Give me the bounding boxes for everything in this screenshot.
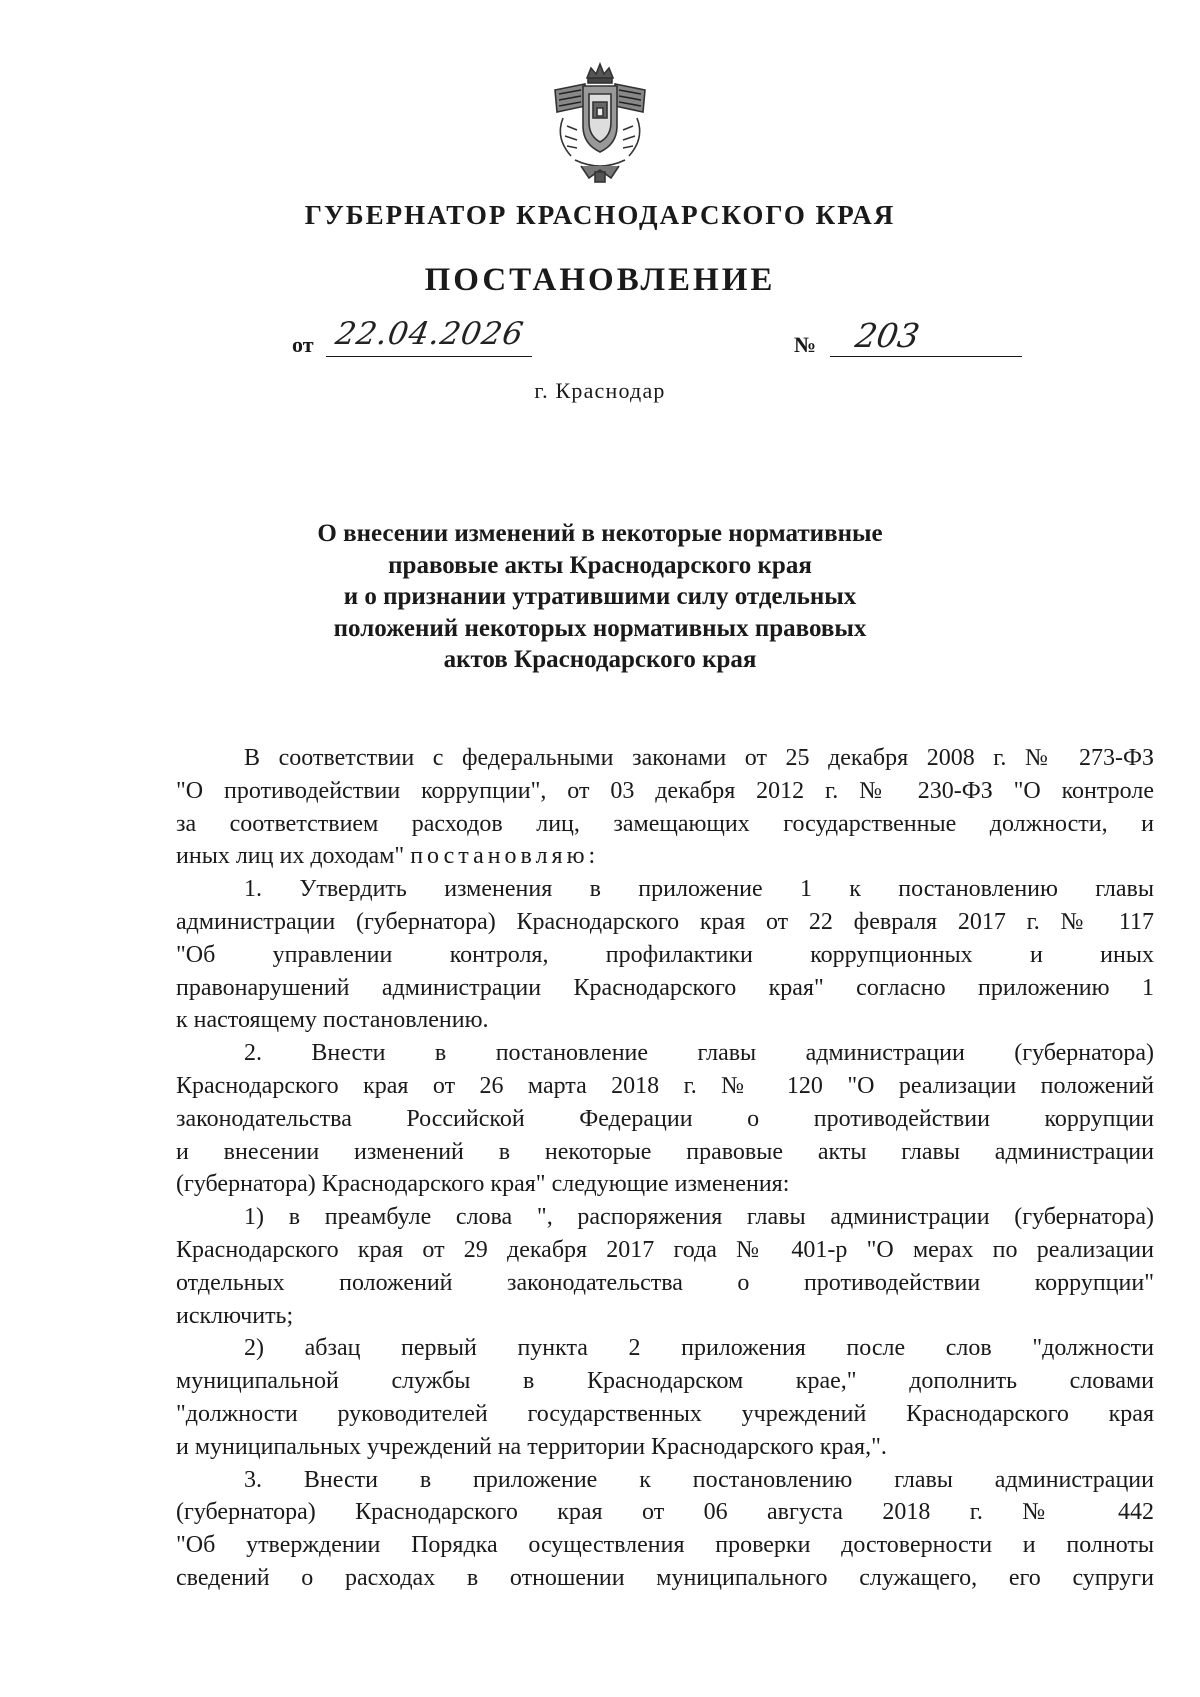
title-line: положений некоторых нормативных правовых [333,614,867,642]
body-line: 1) в преамбуле слова ", распоряжения главы администрации (губернатора) [244,1204,1154,1231]
krasnodar-coat-of-arms-icon [545,60,655,188]
body-line: за соответствием расходов лиц, замещающих государственные должности, и [176,810,1154,837]
body-line: законодательства Российской Федерации о противодействии коррупции [176,1105,1154,1132]
title-line: и о признании утратившими силу отдельных [343,583,857,610]
body-line: "Об управлении контроля, профилактики коррупционных и иных [176,941,1154,968]
number-prefix: № [794,332,817,357]
handwritten-number: 203 [852,316,923,355]
body-line: 1. Утвердить изменения в приложение 1 к постановлению главы [244,876,1154,903]
preamble-tail: иных лиц их доходам" [176,843,405,870]
body-line: к настоящему постановлению. [176,1007,489,1034]
body-line: (губернатора) Краснодарского края от 06 августа 2018 г. № 442 [176,1499,1154,1526]
date-number-line [292,316,1052,364]
title-line: актов Краснодарского края [443,646,757,673]
body-line: Краснодарского края от 29 декабря 2017 года № 401-р "О мерах по реализации [176,1236,1154,1263]
body-line: В соответствии с федеральными законами от 25 декабря 2008 г. № 273-ФЗ [244,745,1154,771]
document-title [180,518,1020,676]
date-prefix: от [292,332,314,357]
body-line: (губернатора) Краснодарского края" следующие изменения: [176,1171,790,1198]
city: г. Краснодар [534,378,666,403]
body-line: "Об утверждении Порядка осуществления проверки достоверности и полноты [176,1532,1154,1559]
body-line: муниципальной службы в Краснодарском крае," дополнить словами [176,1368,1154,1395]
title-line: О внесении изменений в некоторые нормативные [317,520,883,547]
handwritten-date: 22.04.2026 [332,316,527,352]
body-line: правонарушений администрации Краснодарского края" согласно приложению 1 [176,974,1154,1001]
body-line: и муниципальных учреждений на территории Краснодарского края,". [176,1433,887,1460]
body-line: 2) абзац первый пункта 2 приложения после слов "должности [244,1335,1154,1362]
body-line: 2. Внести в постановление главы администрации (губернатора) [244,1040,1154,1067]
number-field [830,316,1022,357]
title-line: правовые акты Краснодарского края [388,551,812,579]
body-line [176,840,1154,873]
document-body [176,742,1154,1595]
issuing-authority: ГУБЕРНАТОР КРАСНОДАРСКОГО КРАЯ [304,200,896,230]
body-line: отдельных положений законодательства о противодействии коррупции" [176,1269,1154,1296]
body-line: "должности руководителей государственных учреждений Краснодарского края [176,1400,1154,1427]
date-field [326,316,532,357]
document-type: ПОСТАНОВЛЕНИЕ [424,262,776,298]
body-line: администрации (губернатора) Краснодарского края от 22 февраля 2017 г. № 117 [176,908,1154,935]
body-line: "О противодействии коррупции", от 03 декабря 2012 г. № 230-ФЗ "О контроле [176,777,1154,804]
decree-word: постановляю: [410,843,600,870]
body-line: Краснодарского края от 26 марта 2018 г. № 120 "О реализации положений [176,1072,1154,1099]
body-line: и внесении изменений в некоторые правовые акты главы администрации [176,1138,1154,1165]
body-line: сведений о расходах в отношении муниципального служащего, его супруги [176,1564,1154,1591]
body-line: исключить; [176,1302,294,1329]
body-line: 3. Внести в приложение к постановлению главы администрации [244,1466,1154,1493]
